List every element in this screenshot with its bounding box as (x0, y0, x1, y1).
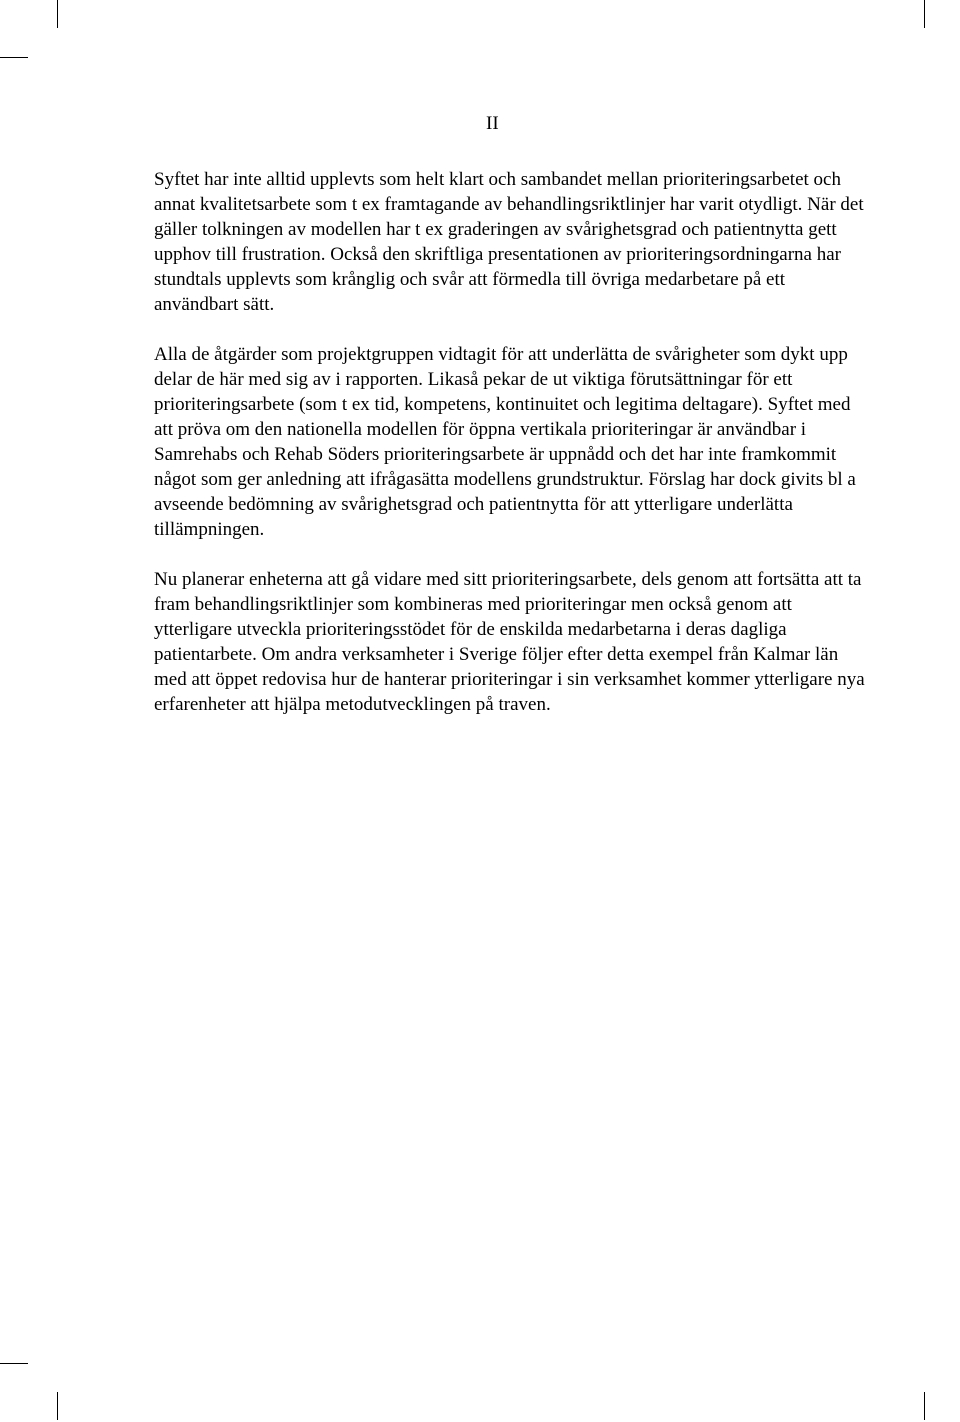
document-body (154, 167, 874, 742)
crop-mark-left-bottom (0, 1363, 28, 1364)
paragraph-2-text: Alla de åtgärder som projektgruppen vidtagit för att underlätta de svårigheter som dykt upp delar de här med sig av i rapporten. Likaså pekar de ut viktiga förutsättningar för ett prioriteringsarbete (som t ex tid, kompetens, kontinuitet och legitima deltagare). Syftet med att pröva om den nationella modellen för öppna vertikala prioriteringar är användbar i Samrehabs och Rehab Söders prioriteringsarbete är uppnådd och det har inte framkommit något som ger anledning att ifrågasätta modellens grundstruktur. Förslag har dock givits bl a avseende bedömning av svårighetsgrad och patientnytta för att ytterligare underlätta tillämpningen. (154, 344, 856, 540)
paragraph-1-text: Syftet har inte alltid upplevts som helt klart och sambandet mellan prioriteringsarbetet och annat kvalitetsarbete som t ex framtagande av behandlingsriktlinjer har varit otydligt. När det gäller tolkningen av modellen har t ex graderingen av svårighetsgrad och patientnytta gett upphov till frustration. Också den skriftliga presentationen av prioriteringsordningarna har stundtals upplevts som krånglig och svår att förmedla till övriga medarbetare på ett användbart sätt. (154, 169, 864, 315)
page-number: II (486, 113, 499, 134)
crop-mark-top-right (924, 0, 925, 28)
paragraph-3 (154, 567, 874, 717)
crop-mark-top-left (57, 0, 58, 28)
crop-mark-bottom-left (57, 1392, 58, 1420)
paragraph-2 (154, 342, 874, 542)
paragraph-3-text: Nu planerar enheterna att gå vidare med sitt prioriteringsarbete, dels genom att fortsätta att ta fram behandlingsriktlinjer som kombineras med prioriteringar men också genom att ytterligare utveckla prioriteringsstödet för de enskilda medarbetarna i deras dagliga patientarbete. Om andra verksamheter i Sverige följer efter detta exempel från Kalmar län med att öppet redovisa hur de hanterar prioriteringar i sin verksamhet kommer ytterligare nya erfarenheter att hjälpa metodutvecklingen på traven. (154, 569, 865, 715)
crop-mark-bottom-right (924, 1392, 925, 1420)
crop-mark-left-top (0, 57, 28, 58)
paragraph-1 (154, 167, 874, 317)
